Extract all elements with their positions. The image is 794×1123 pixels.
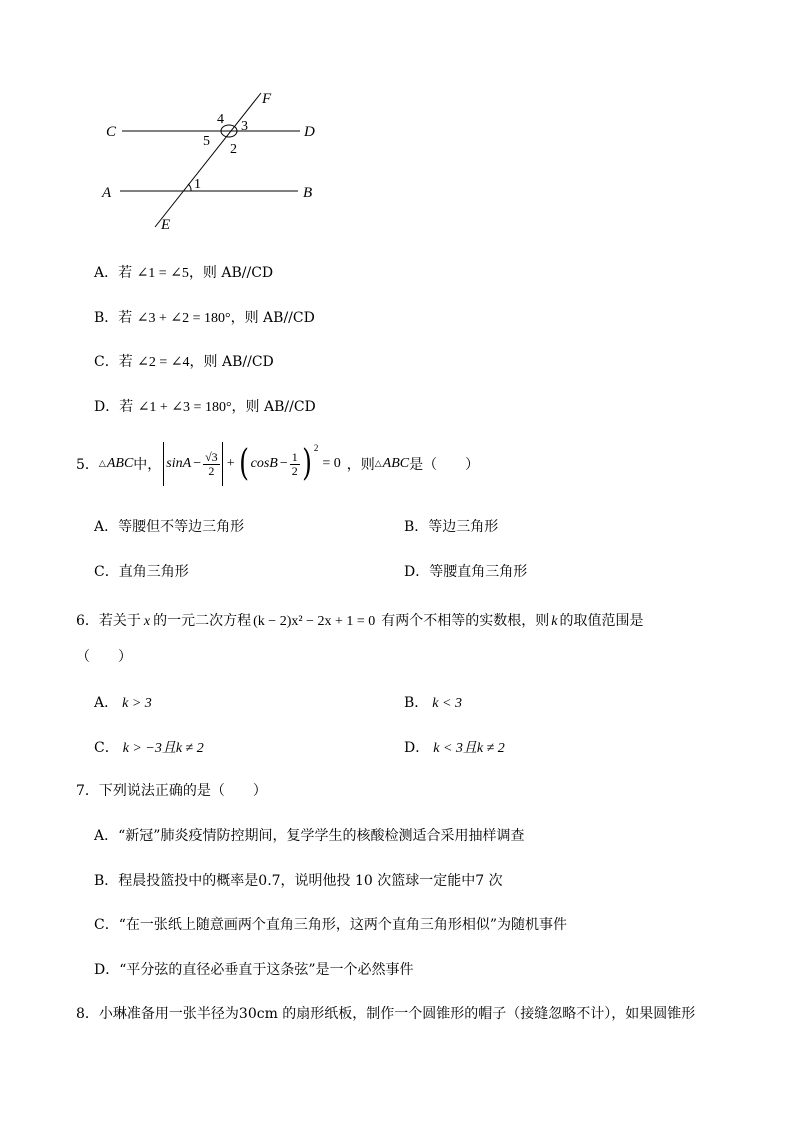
q8-stem: 8．小琳准备用一张半径为30cm 的扇形纸板，制作一个圆锥形的帽子（接缝忽略不计），如果圆锥形 <box>76 1006 696 1022</box>
label-E: E <box>161 217 171 233</box>
label-D: D <box>304 124 315 140</box>
q4-option-c[interactable]: C．若 ∠2 = ∠4，则 AB//CD <box>94 354 274 370</box>
label-B: B <box>303 185 313 201</box>
question-number: 5． <box>76 457 99 473</box>
q5-option-b[interactable]: B．等边三角形 <box>404 519 499 535</box>
abs-bar-left <box>163 442 164 486</box>
angle-label-1: 1 <box>194 177 201 192</box>
fraction-1-over-2: $\frac{1}{2}$ <box>291 449 298 478</box>
option-letter: B． <box>94 310 119 326</box>
q6-option-b[interactable]: B． k < 3 <box>404 695 462 711</box>
q6-answer-paren: （ ） <box>76 649 132 665</box>
paren-right: ) <box>301 443 312 484</box>
paren-left: ( <box>238 443 249 484</box>
q6-stem: 6．若关于 x 的一元二次方程 (k − 2)x² − 2x + 1 = 0 有两个不相等的实数根，则 k 的取值范围是 <box>76 613 644 629</box>
parallel-lines-figure <box>0 0 794 250</box>
q6-option-d[interactable]: D． k < 3且k ≠ 2 <box>404 740 505 756</box>
label-A: A <box>102 185 112 201</box>
q4-option-a[interactable]: A．若 ∠1 = ∠5，则 AB//CD <box>94 265 274 281</box>
angle-label-3: 3 <box>241 119 248 134</box>
q5-option-a[interactable]: A．等腰但不等边三角形 <box>94 519 245 535</box>
label-F: F <box>262 91 272 107</box>
q5-option-c[interactable]: C．直角三角形 <box>94 564 189 580</box>
fraction-sqrt3-over-2: $\frac{√3}{2}$ <box>205 449 218 478</box>
q5-stem: 5． △ ABC 中， sinA − $\frac{√3}{2}$ + ( cosB − $\frac{1}{2}$ ) $^2$ = 0 ，则 △ ABC 是（ ） <box>76 443 480 484</box>
angle-label-4: 4 <box>217 112 224 127</box>
q6-option-c[interactable]: C． k > −3且k ≠ 2 <box>94 740 204 756</box>
q6-option-a[interactable]: A． k > 3 <box>94 695 152 711</box>
q7-stem: 7．下列说法正确的是（ ） <box>76 783 267 799</box>
triangle-symbol: △ <box>98 459 106 469</box>
angle-label-2: 2 <box>230 142 237 157</box>
triangle-symbol: △ <box>374 459 382 469</box>
abs-bar-right <box>222 442 223 486</box>
quadratic-equation: (k − 2)x² − 2x + 1 = 0 <box>253 614 376 629</box>
q7-option-c[interactable]: C．“在一张纸上随意画两个直角三角形，这两个直角三角形相似”为随机事件 <box>94 917 568 933</box>
q5-option-d[interactable]: D．等腰直角三角形 <box>404 564 528 580</box>
option-letter: D． <box>94 399 120 415</box>
q7-option-d[interactable]: D．“平分弦的直径必垂直于这条弦”是一个必然事件 <box>94 962 414 978</box>
q4-option-b[interactable]: B．若 ∠3 + ∠2 = 180°，则 AB//CD <box>94 310 315 326</box>
q7-option-b[interactable]: B．程晨投篮投中的概率是0.7，说明他投 10 次篮球一定能中7 次 <box>94 873 503 889</box>
q4-option-d[interactable]: D．若 ∠1 + ∠3 = 180°，则 AB//CD <box>94 399 316 415</box>
line-ef <box>155 93 261 227</box>
q7-option-a[interactable]: A．“新冠”肺炎疫情防控期间，复学学生的核酸检测适合采用抽样调查 <box>94 828 525 844</box>
angle-label-5: 5 <box>203 134 210 149</box>
option-letter: C． <box>94 354 119 370</box>
option-letter: A． <box>94 265 119 281</box>
label-C: C <box>106 124 117 140</box>
angle-1-arc <box>188 184 191 191</box>
